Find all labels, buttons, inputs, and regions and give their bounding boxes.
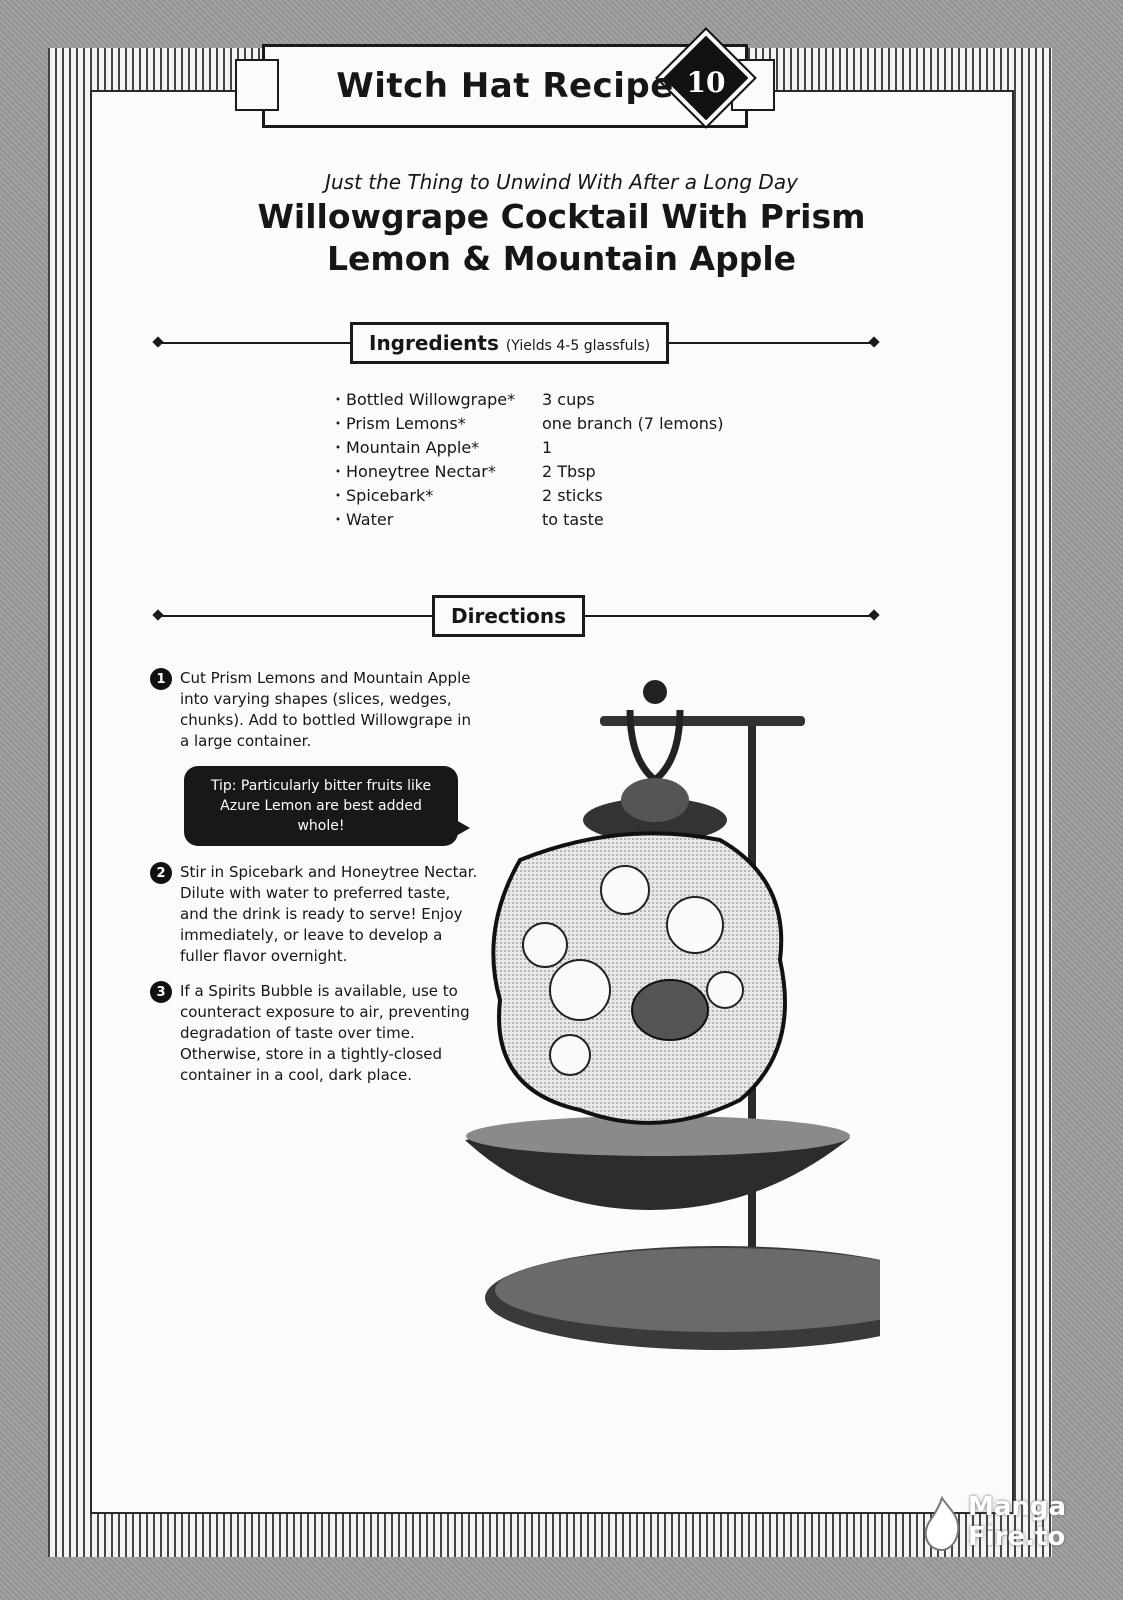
- step-3: [150, 981, 480, 1086]
- recipe-subtitle: Just the Thing to Unwind With After a Long Day: [325, 170, 798, 194]
- step-text: Stir in Spicebark and Honeytree Nectar. Dilute with water to preferred taste, and the drink is ready to serve! Enjoy immediately, or leave to develop a fuller flavor overnight.: [180, 863, 478, 965]
- step-2: [150, 862, 480, 967]
- step-text: If a Spirits Bubble is available, use to counteract exposure to air, preventing degradation of taste over time. Otherwise, store in a tightly-closed container in a cool, dark place.: [180, 982, 470, 1084]
- ingredient-name: ・Honeytree Nectar*: [330, 462, 496, 481]
- lemon-slice: [550, 1035, 590, 1075]
- ingredient-name: ・Spicebark*: [330, 486, 434, 505]
- step-text: Cut Prism Lemons and Mountain Apple into varying shapes (slices, wedges, chunks). Add to bottled Willowgrape in a large container.: [180, 669, 471, 750]
- ingredient-amount: 1: [542, 438, 553, 457]
- ingredients-yield: (Yields 4-5 glassfuls): [505, 338, 651, 354]
- lemon-slice: [707, 972, 743, 1008]
- ingredient-amount: 3 cups: [542, 390, 595, 409]
- ingredients-heading-text: Ingredients: [369, 331, 499, 355]
- lemon-slice: [550, 960, 610, 1020]
- recipe-series-title: Witch Hat Recipe: [336, 66, 674, 106]
- step-number: 2: [150, 862, 172, 884]
- ingredient-name: ・Prism Lemons*: [330, 414, 466, 433]
- list-item: [330, 388, 750, 412]
- list-item: [330, 412, 750, 436]
- watermark-line2: Fire.to: [968, 1522, 1066, 1552]
- ingredient-list: [330, 388, 750, 532]
- ingredient-name: ・Water: [330, 510, 394, 529]
- jar-lid-top: [621, 778, 689, 822]
- lemon-slice: [601, 866, 649, 914]
- recipe-title-line1: Willowgrape Cocktail With Prism: [257, 197, 866, 236]
- directions-heading: Directions: [432, 595, 585, 637]
- list-item: [330, 508, 750, 532]
- lemon-slice: [667, 897, 723, 953]
- list-item: [330, 460, 750, 484]
- ingredient-amount: one branch (7 lemons): [542, 414, 724, 433]
- watermark: [920, 1488, 1090, 1568]
- direction-steps: [150, 668, 480, 1100]
- step-number: 3: [150, 981, 172, 1003]
- apple-chunk: [632, 980, 708, 1040]
- ingredient-name: ・Mountain Apple*: [330, 438, 480, 457]
- recipe-title-line2: Lemon & Mountain Apple: [326, 239, 797, 278]
- flame-logo-icon: [920, 1496, 964, 1552]
- lemon-slice: [523, 923, 567, 967]
- list-item: [330, 484, 750, 508]
- chapter-number: 10: [686, 65, 726, 99]
- ingredients-heading: [350, 322, 669, 364]
- step-number: 1: [150, 668, 172, 690]
- cocktail-jar-illustration: [460, 670, 880, 1360]
- ingredient-amount: 2 sticks: [542, 486, 603, 505]
- tip-bubble: Tip: Particularly bitter fruits like Azure Lemon are best added whole!: [184, 766, 458, 846]
- list-item: [330, 436, 750, 460]
- watermark-line1: Manga: [968, 1492, 1067, 1522]
- recipe-title: [160, 196, 963, 280]
- ingredient-amount: 2 Tbsp: [542, 462, 596, 481]
- ingredient-name: ・Bottled Willowgrape*: [330, 390, 516, 409]
- ingredient-amount: to taste: [542, 510, 604, 529]
- lid-knob: [643, 680, 667, 704]
- step-1: [150, 668, 480, 752]
